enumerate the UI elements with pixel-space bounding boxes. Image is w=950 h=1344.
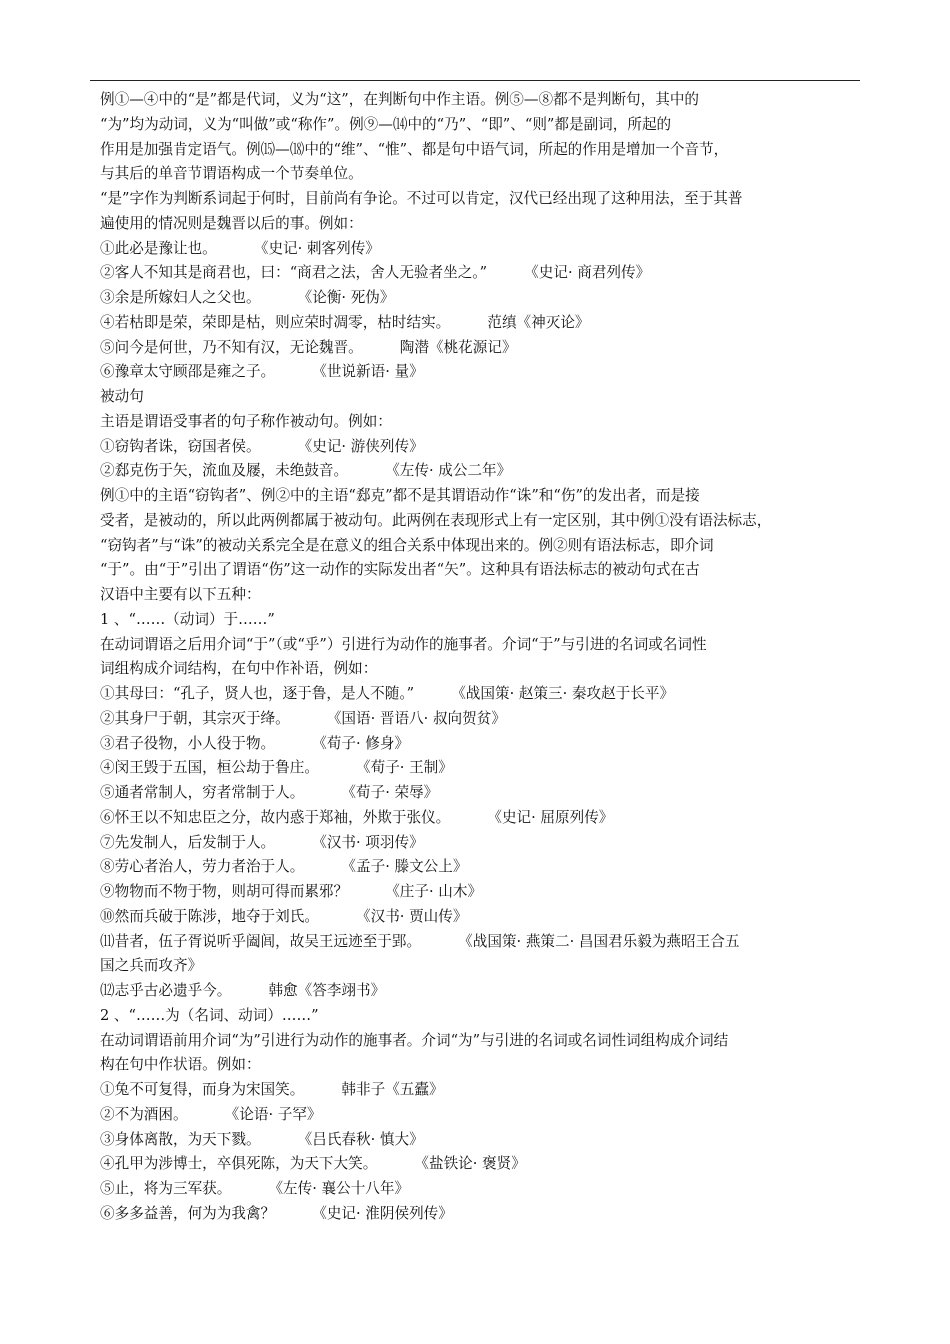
text-line: 主语是谓语受事者的句子称作被动句。例如：: [100, 412, 392, 430]
text-line: 例①—④中的“是”都是代词，义为“这”，在判断句中作主语。例⑤—⑧都不是判断句，其中的: [100, 91, 700, 108]
text-line: ⑥多多益善，何为为我禽？ 《史记· 淮阴侯列传》: [100, 1204, 453, 1222]
text-line: ②不为酒困。 《论语· 子罕》: [100, 1105, 322, 1123]
header-rule: [90, 80, 860, 81]
text-line: 作用是加强肯定语气。例⒂—⒅中的“维”、“惟”、都是句中语气词，所起的作用是增加一个音节，: [100, 140, 729, 158]
text-line: 构在句中作状语。例如：: [100, 1056, 261, 1074]
text-line: ②郄克伤于矢，流血及屦，未绝鼓音。 《左传· 成公二年》: [100, 462, 512, 480]
text-line: ④闵王毁于五国，桓公劫于鲁庄。 《荀子· 王制》: [100, 759, 453, 777]
text-line: ⑿志乎古必遗乎今。 韩愈《答李翊书》: [100, 982, 386, 999]
text-line: 例①中的主语“窃钩者”、例②中的主语“郄克”都不是其谓语动作“诛”和“伤”的发出者，而是接: [100, 487, 700, 504]
text-line: ⑤通者常制人，穷者常制于人。 《荀子· 荣辱》: [100, 784, 439, 801]
text-line: ⑩然而兵破于陈涉，地夺于刘氏。 《汉书· 贾山传》: [100, 907, 468, 925]
text-line: ①兔不可复得，而身为宋国笑。 韩非子《五蠹》: [100, 1081, 444, 1098]
text-line: ⑾昔者，伍子胥说听乎阖闾，故吴王远迹至于郢。 《战国策· 燕策二· 昌国君乐毅为燕昭王合五: [100, 932, 740, 950]
text-line: ③余是所嫁妇人之父也。 《论衡· 死伪》: [100, 289, 395, 306]
text-line: 与其后的单音节谓语构成一个节奏单位。: [100, 165, 363, 183]
text-line: 国之兵而攻齐》: [100, 957, 203, 975]
text-line: 在动词谓语之后用介词“于”（或“乎”）引进行为动作的施事者。介词“于”与引进的名词或名词性: [100, 635, 707, 653]
text-line: 词组构成介词结构，在句中作补语，例如：: [100, 660, 378, 678]
text-line: ①窃钩者诛，窃国者侯。 《史记· 游侠列传》: [100, 437, 424, 455]
text-line: “为”均为动词，义为“叫做”或“称作”。例⑨—⒁中的“乃”、“即”、“则”都是副词，所起的: [100, 115, 672, 133]
text-line: ⑥豫章太守顾邵是雍之子。 《世说新语· 量》: [100, 363, 424, 381]
text-line: ②其身尸于朝，其宗灭于绛。 《国语· 晋语八· 叔向贺贫》: [100, 709, 506, 727]
text-line: ③身体离散，为天下戮。 《吕氏春秋· 慎大》: [100, 1130, 424, 1148]
text-line: ①其母曰：“孔子，贤人也，逐于鲁，是人不随。” 《战国策· 赵策三· 秦攻赵于长平》: [100, 685, 675, 702]
text-line: ③君子役物，小人役于物。 《荀子· 修身》: [100, 734, 410, 752]
text-line: ⑤问今是何世，乃不知有汉，无论魏晋。 陶潜《桃花源记》: [100, 338, 517, 356]
text-line: 汉语中主要有以下五种：: [100, 586, 261, 603]
text-line: ①此必是豫让也。 《史记· 刺客列传》: [100, 239, 380, 257]
text-body: [100, 88, 860, 1227]
text-line: 遍使用的情况则是魏晋以后的事。例如：: [100, 214, 363, 232]
text-line: “窃钩者”与“诛”的被动关系完全是在意义的组合关系中体现出来的。例②则有语法标志，即介词: [100, 536, 714, 554]
text-line: ④若枯即是荣，荣即是枯，则应荣时凋零，枯时结实。 范缜《神灭论》: [100, 313, 590, 331]
text-line: ⑦先发制人，后发制于人。 《汉书· 项羽传》: [100, 833, 424, 851]
text-line: 1 、“……（动词）于……”: [100, 610, 275, 628]
text-line: ⑧劳心者治人，劳力者治于人。 《孟子· 滕文公上》: [100, 858, 468, 876]
text-line: ⑥怀王以不知忠臣之分，故内惑于郑袖，外欺于张仪。 《史记· 屈原列传》: [100, 808, 614, 826]
text-line: ⑨物物而不物于物，则胡可得而累邪？ 《庄子· 山木》: [100, 883, 483, 900]
text-line: ⑤止，将为三军获。 《左传· 襄公十八年》: [100, 1180, 410, 1197]
text-line: ④孔甲为涉博士，卒俱死陈，为天下大笑。 《盐铁论· 褒贤》: [100, 1155, 526, 1173]
text-line: 被动句: [100, 388, 144, 405]
text-line: ②客人不知其是商君也，曰：“商君之法，舍人无验者坐之。” 《史记· 商君列传》: [100, 264, 651, 282]
text-line: “于”。由“于”引出了谓语“伤”这一动作的实际发出者“矢”。这种具有语法标志的被动句式在古: [100, 561, 700, 579]
text-line: 受者，是被动的，所以此两例都属于被动句。此两例在表现形式上有一定区别，其中例①没有语法标志，: [100, 511, 772, 529]
text-line: “是”字作为判断系词起于何时，目前尚有争论。不过可以肯定，汉代已经出现了这种用法，至于其普: [100, 190, 743, 207]
text-line: 在动词谓语前用介词“为”引进行为动作的施事者。介词“为”与引进的名词或名词性词组构成介词结: [100, 1031, 729, 1049]
text-line: 2 、“……为（名词、动词）……”: [100, 1006, 319, 1024]
